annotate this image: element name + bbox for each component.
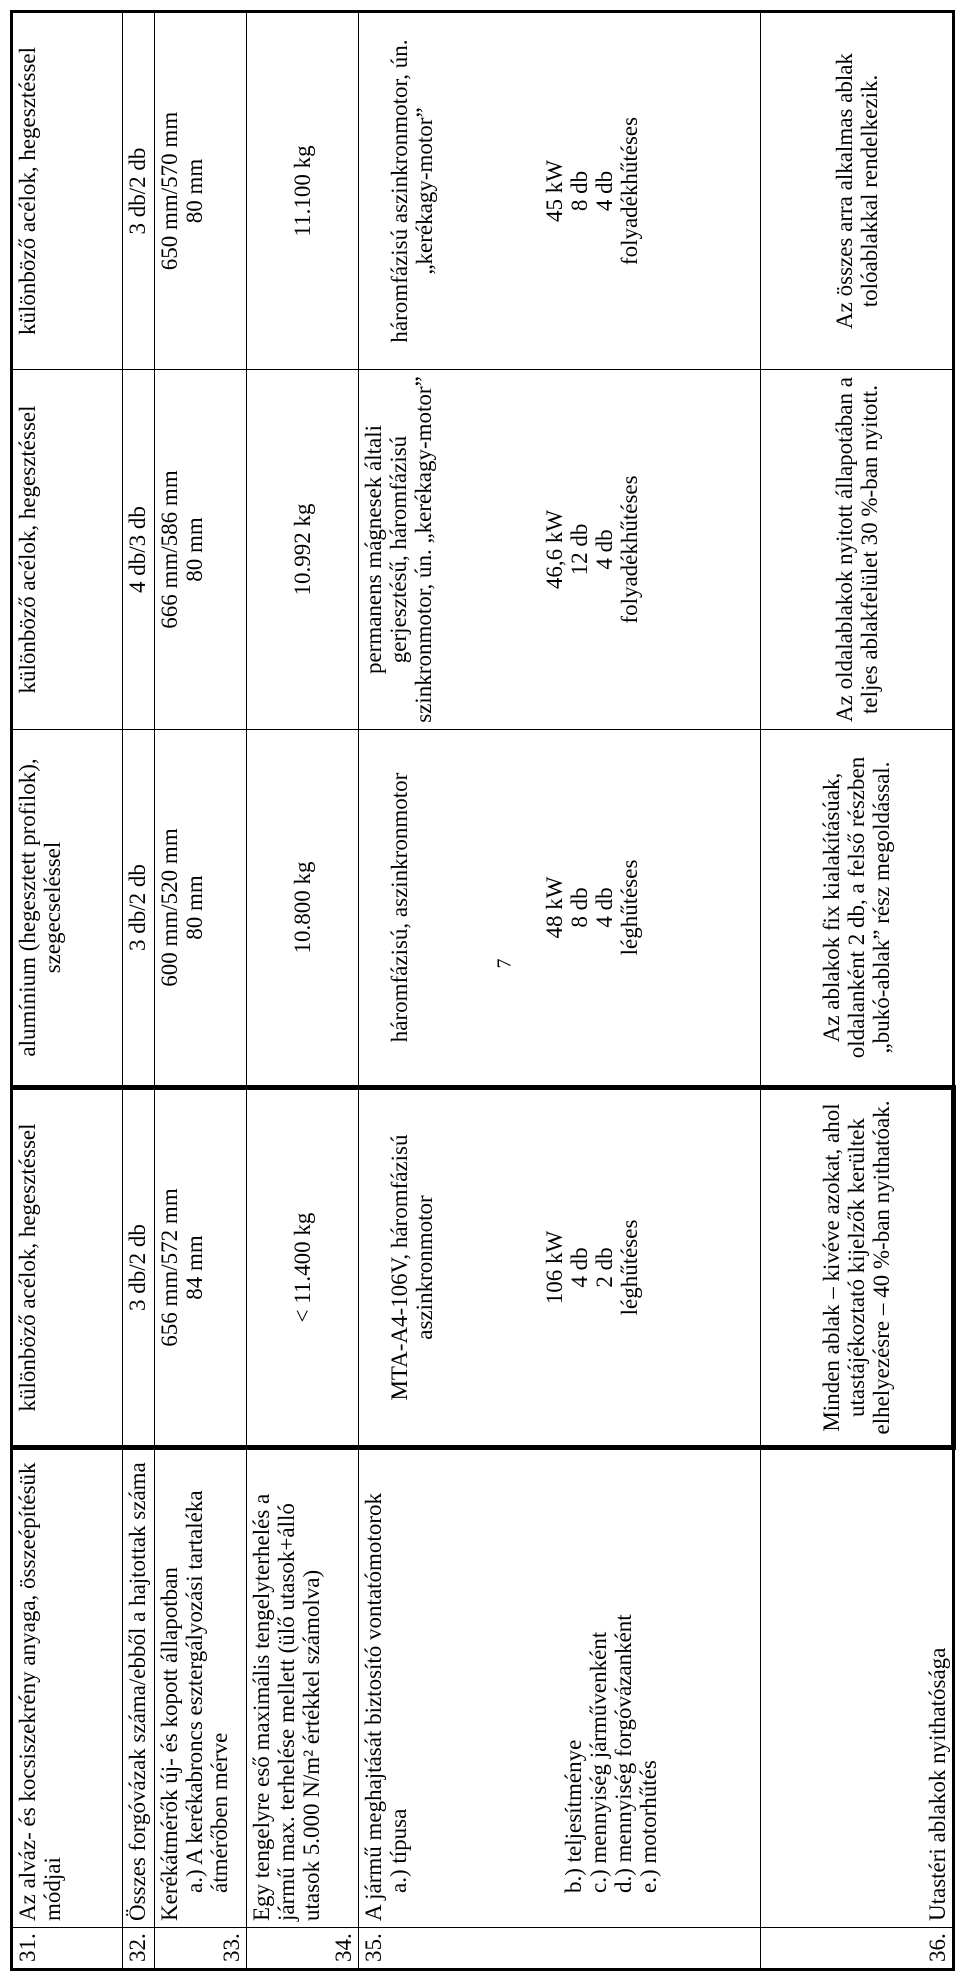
row-31-label: Az alváz- és kocsiszekrény anyaga, összeépítésük módjai xyxy=(12,1448,123,1928)
row-36-value-2: Az ablakok fix kialakításúak, oldalanként 2 db, a felső részben „bukó-ablak” rész megoldással. xyxy=(761,730,954,1088)
row-35-label-main: A jármű meghajtását biztosító vontatómotorok xyxy=(360,1493,386,1921)
row-35-label xyxy=(358,1448,760,1928)
row-33-label-sub: a.) A kerékabroncs esztergályozási tartaléka átmérőben mérve xyxy=(182,1490,233,1893)
row-35-value-4-type: háromfázisú aszinkronmotor, ún. „kerékagy-motor” xyxy=(386,39,437,343)
row-32 xyxy=(123,12,155,1970)
row-33-value-2: 600 mm/520 mm 80 mm xyxy=(155,730,247,1088)
row-35-value-3 xyxy=(358,370,760,730)
row-33 xyxy=(155,12,247,1970)
row-32-value-4: 3 db/2 db xyxy=(123,12,155,370)
row-31-value-1: különböző acélok, hegesztéssel xyxy=(12,1088,123,1448)
row-35-value-4-details: 45 kW 8 db 4 db folyadékhűtéses xyxy=(541,116,642,266)
row-35-label-e: e.) motorhűtés xyxy=(635,1760,661,1893)
row-33-value-3: 666 mm/586 mm 80 mm xyxy=(155,370,247,730)
row-35-value-2-details: 48 kW 8 db 4 db léghűtéses xyxy=(541,859,642,956)
row-32-label: Összes forgóvázak száma/ebből a hajtottak száma xyxy=(123,1448,155,1928)
row-36 xyxy=(761,12,954,1970)
row-32-value-3: 4 db/3 db xyxy=(123,370,155,730)
row-35-value-3-details: 46,6 kW 12 db 4 db folyadékhűtéses xyxy=(541,475,642,624)
row-33-number: 33. xyxy=(155,1928,247,1970)
row-35-label-c: c.) mennyiség járművenként xyxy=(585,1631,611,1893)
row-36-value-4: Az összes arra alkalmas ablak tolóablakkal rendelkezik. xyxy=(761,12,954,370)
row-35-value-1 xyxy=(358,1088,760,1448)
row-32-value-1: 3 db/2 db xyxy=(123,1088,155,1448)
row-34-value-1: < 11.400 kg xyxy=(247,1088,358,1448)
row-35-label-b: b.) teljesítménye xyxy=(560,1739,586,1893)
row-35-value-4 xyxy=(358,12,760,370)
row-35-label-d: d.) mennyiség forgóvázanként xyxy=(610,1614,636,1893)
row-35 xyxy=(358,12,760,1970)
row-32-value-2: 3 db/2 db xyxy=(123,730,155,1088)
row-31 xyxy=(12,12,123,1970)
row-31-value-3: különböző acélok, hegesztéssel xyxy=(12,370,123,730)
row-35-value-1-details: 106 kW 4 db 2 db léghűtéses xyxy=(541,1219,642,1316)
row-31-number: 31. xyxy=(12,1928,123,1970)
row-33-value-4: 650 mm/570 mm 80 mm xyxy=(155,12,247,370)
row-35-value-2 xyxy=(358,730,760,1088)
page-number: 7 xyxy=(493,958,516,969)
row-33-label-main: Kerékátmérők új- és kopott állapotban xyxy=(157,1567,183,1921)
row-36-value-3: Az oldalablakok nyitott állapotában a teljes ablakfelület 30 %-ban nyitott. xyxy=(761,370,954,730)
row-35-label-a: a.) típusa xyxy=(385,1808,411,1893)
row-36-value-1: Minden ablak – kivéve azokat, ahol utastájékoztató kijelzők kerültek elhelyezésre – 40 %-ban nyithatóak. xyxy=(761,1088,954,1448)
row-31-value-4: különböző acélok, hegesztéssel xyxy=(12,12,123,370)
row-34-value-3: 10.992 kg xyxy=(247,370,358,730)
row-35-number: 35. xyxy=(358,1928,760,1970)
row-36-label: Utastéri ablakok nyithatósága xyxy=(761,1448,954,1928)
row-34-number: 34. xyxy=(247,1928,358,1970)
spec-table xyxy=(10,10,956,1971)
row-33-value-1: 656 mm/572 mm 84 mm xyxy=(155,1088,247,1448)
row-34-value-4: 11.100 kg xyxy=(247,12,358,370)
row-35-value-1-type: MTA-A4-106V, háromfázisú aszinkronmotor xyxy=(386,1134,437,1401)
row-32-number: 32. xyxy=(123,1928,155,1970)
row-33-label xyxy=(155,1448,247,1928)
row-34-label: Egy tengelyre eső maximális tengelyterhelés a jármű max. terhelése mellett (ülő utasok+álló utasok 5.000 N/m² értékkel számolva) xyxy=(247,1448,358,1928)
row-35-value-2-type: háromfázisú, aszinkronmotor xyxy=(386,772,412,1043)
row-34-value-2: 10.800 kg xyxy=(247,730,358,1088)
row-36-number: 36. xyxy=(761,1928,954,1970)
row-31-value-2: alumínium (hegesztett profilok), szegecseléssel xyxy=(12,730,123,1088)
row-34 xyxy=(247,12,358,1970)
row-35-value-3-type: permanens mágnesek általi gerjesztésű, háromfázisú szinkronmotor, ún. „kerékagy-motor” xyxy=(360,376,436,723)
